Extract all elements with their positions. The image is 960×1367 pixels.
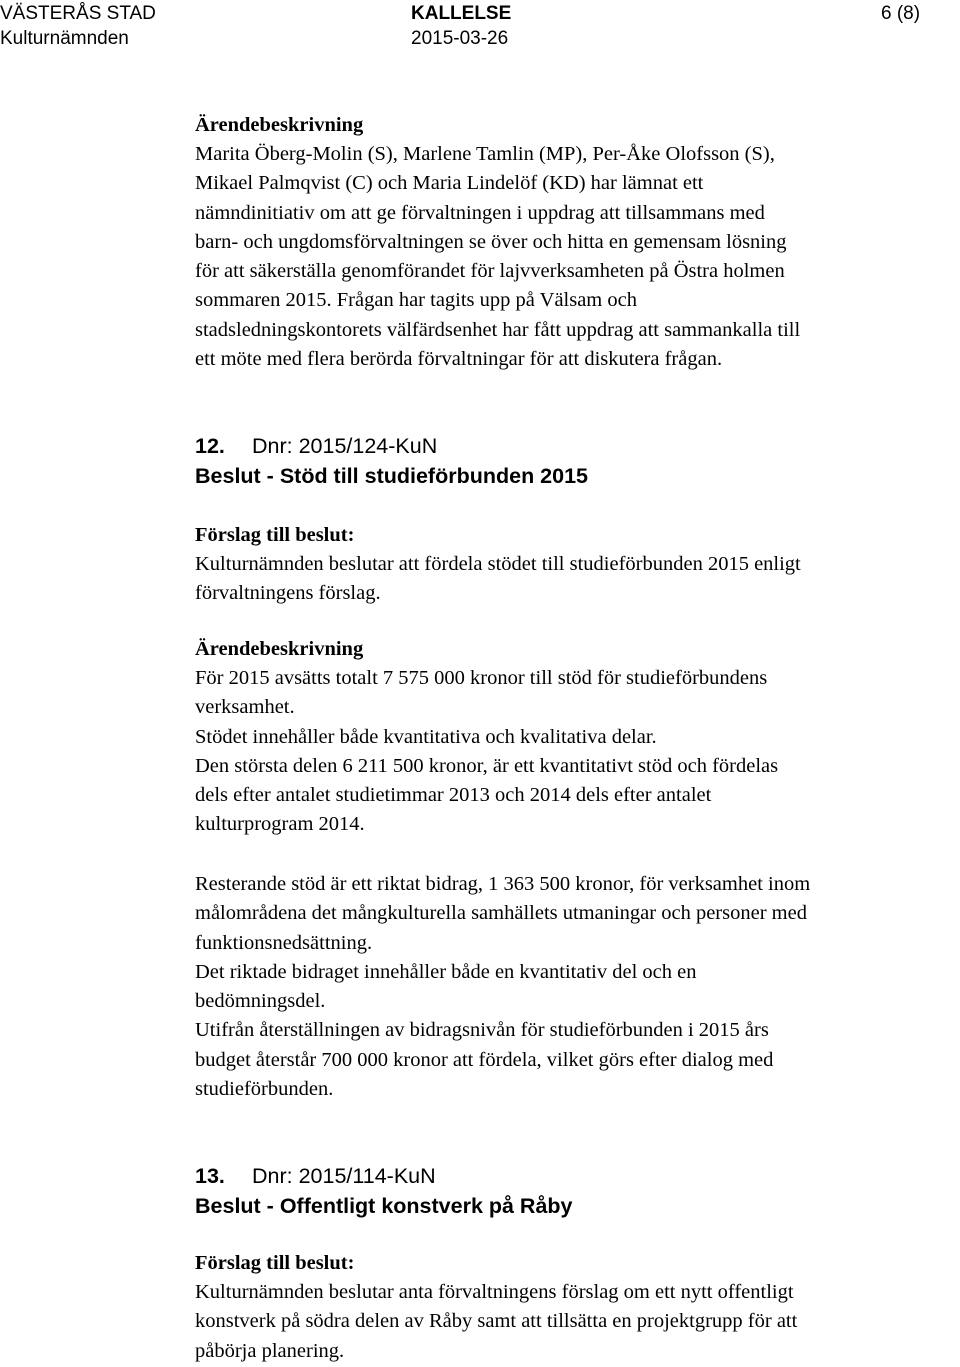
item-number: 13.	[195, 1164, 225, 1188]
item-dnr: Dnr: 2015/124-KuN	[252, 434, 438, 458]
text-line: dels efter antalet studietimmar 2013 och 2014 dels efter antalet	[195, 784, 712, 807]
text-line: budget återstår 700 000 kronor att fördela, vilket görs efter dialog med	[195, 1048, 774, 1071]
item-12-proposal-heading: Förslag till beslut:	[195, 524, 355, 546]
item-dnr: Dnr: 2015/114-KuN	[252, 1164, 436, 1188]
text-line: konstverk på södra delen av Råby samt att tillsätta en projektgrupp för att	[195, 1310, 798, 1333]
text-line: Marita Öberg-Molin (S), Marlene Tamlin (MP), Per-Åke Olofsson (S),	[195, 143, 775, 165]
text-line: verksamhet.	[195, 696, 295, 719]
text-line: Kulturnämnden beslutar anta förvaltningens förslag om ett nytt offentligt	[195, 1281, 794, 1303]
text-line: barn- och ungdomsförvaltningen se över och hitta en gemensam lösning	[195, 230, 787, 253]
text-line: Det riktade bidraget innehåller både en kvantitativ del och en	[195, 960, 697, 983]
text-line: Stödet innehåller både kvantitativa och kvalitativa delar.	[195, 725, 657, 748]
org-name: VÄSTERÅS STAD	[0, 3, 156, 24]
text-line: funktionsnedsättning.	[195, 931, 373, 954]
text-line: Mikael Palmqvist (C) och Maria Lindelöf (KD) har lämnat ett	[195, 172, 704, 195]
text-line: Resterande stöd är ett riktat bidrag, 1 363 500 kronor, för verksamhet inom	[195, 873, 811, 895]
item-12-description-text-2	[195, 870, 960, 1104]
item-13-title: Beslut - Offentligt konstverk på Råby	[195, 1194, 573, 1218]
document-date: 2015-03-26	[411, 28, 509, 49]
text-line: sommaren 2015. Frågan har tagits upp på Välsam och	[195, 289, 637, 312]
item-12-description-heading: Ärendebeskrivning	[195, 638, 364, 660]
item-13-heading	[195, 1162, 436, 1191]
text-line: förvaltningens förslag.	[195, 582, 381, 605]
committee-name: Kulturnämnden	[0, 28, 129, 49]
document-type: KALLELSE	[411, 3, 512, 24]
text-line: målområdena det mångkulturella samhällets utmaningar och personer med	[195, 902, 807, 925]
text-line: nämndinitiativ om att ge förvaltningen i uppdrag att tillsammans med	[195, 201, 765, 224]
item-12-proposal-text	[195, 550, 960, 609]
text-line: för att säkerställa genomförandet för lajvverksamheten på Östra holmen	[195, 260, 785, 283]
text-line: Kulturnämnden beslutar att fördela stödet till studieförbunden 2015 enligt	[195, 553, 801, 575]
text-line: påbörja planering.	[195, 1339, 345, 1362]
text-line: bedömningsdel.	[195, 990, 326, 1013]
text-line: ett möte med flera berörda förvaltningar för att diskutera frågan.	[195, 348, 723, 371]
item-number: 12.	[195, 434, 225, 458]
intro-description-heading: Ärendebeskrivning	[195, 114, 364, 136]
text-line: stadsledningskontorets välfärdsenhet har fått uppdrag att sammankalla till	[195, 318, 801, 341]
item-12-title: Beslut - Stöd till studieförbunden 2015	[195, 464, 589, 488]
item-13-proposal-heading: Förslag till beslut:	[195, 1252, 355, 1274]
text-line: Den största delen 6 211 500 kronor, är ett kvantitativt stöd och fördelas	[195, 754, 779, 777]
item-12-description-text	[195, 664, 960, 840]
text-line: Utifrån återställningen av bidragsnivån för studieförbunden i 2015 års	[195, 1019, 769, 1042]
text-line: kulturprogram 2014.	[195, 813, 365, 836]
item-12-heading	[195, 432, 437, 461]
text-line: studieförbunden.	[195, 1078, 334, 1101]
page-number: 6 (8)	[881, 3, 921, 24]
intro-description-text	[195, 140, 960, 374]
item-13-proposal-text	[195, 1278, 960, 1366]
text-line: För 2015 avsätts totalt 7 575 000 kronor till stöd för studieförbundens	[195, 667, 768, 689]
